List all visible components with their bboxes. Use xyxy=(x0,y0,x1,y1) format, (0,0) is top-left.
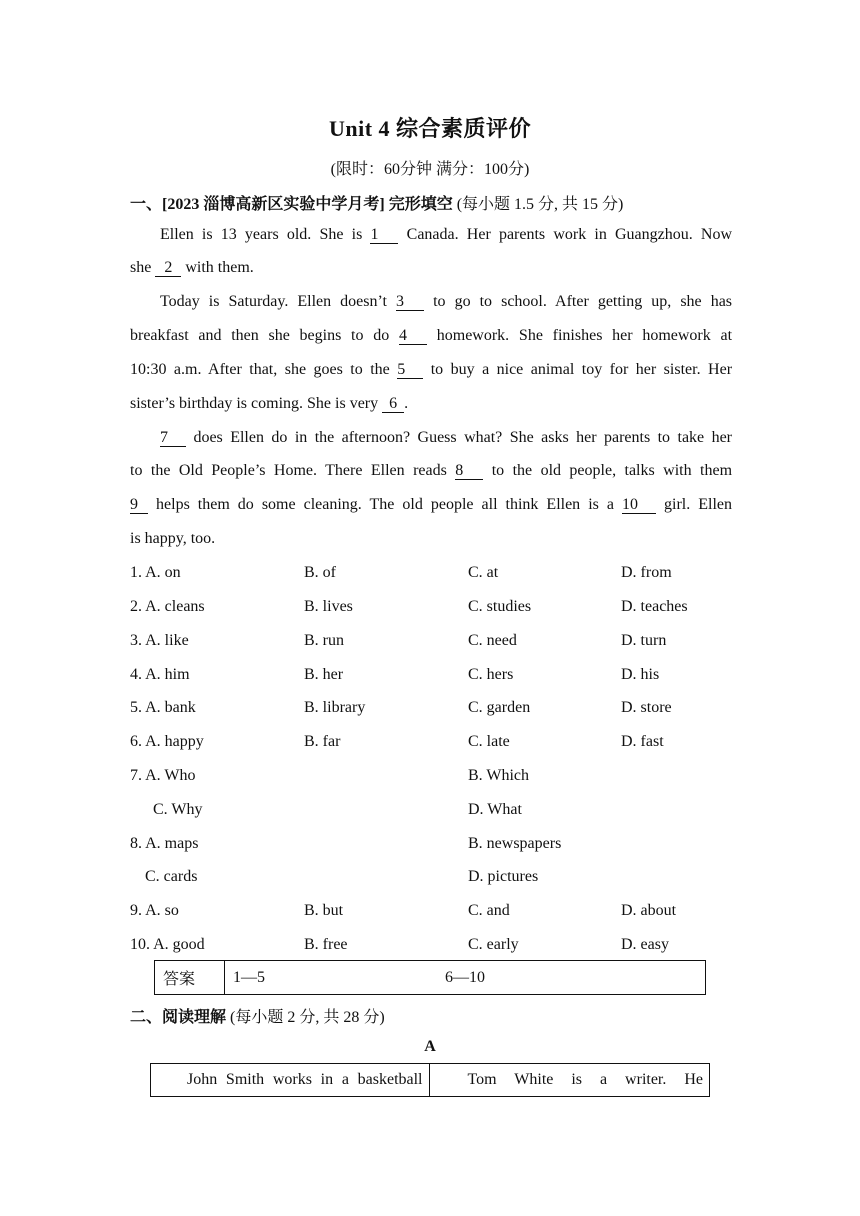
blank-7: 7 xyxy=(160,430,186,447)
answer-table xyxy=(154,960,706,995)
blank-1: 1 xyxy=(370,227,398,244)
option-4b: B. her xyxy=(304,666,344,683)
blank-4: 4 xyxy=(399,328,427,345)
option-7a: 7. A. Who xyxy=(130,767,196,784)
option-10c: C. early xyxy=(468,936,519,953)
section1-heading xyxy=(130,191,623,214)
option-9b: B. but xyxy=(304,902,344,919)
option-8d: D. pictures xyxy=(468,868,539,885)
option-3d: D. turn xyxy=(621,632,667,649)
option-6a: 6. A. happy xyxy=(130,733,204,750)
passage-line xyxy=(130,226,732,244)
passage-line xyxy=(130,530,732,548)
section1-source: [2023 淄博高新区实验中学月考] xyxy=(162,196,385,213)
option-1a: 1. A. on xyxy=(130,564,181,581)
section2-name: 阅读理解 xyxy=(162,1009,227,1026)
option-5d: D. store xyxy=(621,699,672,716)
passage-a-label: A xyxy=(424,1038,436,1055)
option-3b: B. run xyxy=(304,632,344,649)
passage-text: 10:30 a.m. After that, she goes to the xyxy=(130,361,390,378)
option-7d: D. What xyxy=(468,801,522,818)
section1-scoring: (每小题 1.5 分, 共 15 分) xyxy=(456,196,624,213)
option-8c: C. cards xyxy=(145,868,198,885)
option-5c: C. garden xyxy=(468,699,531,716)
passage-text: breakfast and then she begins to do xyxy=(130,327,390,344)
section1-name: 完形填空 xyxy=(388,196,453,213)
option-10a: 10. A. good xyxy=(130,936,205,953)
passage-line xyxy=(130,395,732,413)
passage-a-col-left: John Smith works in a basketball xyxy=(187,1071,423,1088)
passage-line xyxy=(130,259,732,277)
blank-6: 6 xyxy=(382,396,404,413)
option-7b: B. Which xyxy=(468,767,530,784)
option-5a: 5. A. bank xyxy=(130,699,196,716)
passage-text: to the Old People’s Home. There Ellen reads xyxy=(130,462,447,479)
passage-text: to the old people, talks with them xyxy=(491,462,733,479)
option-2b: B. lives xyxy=(304,598,353,615)
answer-cell[interactable] xyxy=(225,961,706,995)
passage-text: . xyxy=(404,395,409,412)
passage-line xyxy=(130,429,732,447)
passage-a-table xyxy=(150,1063,710,1097)
passage-text: with them. xyxy=(185,259,254,276)
answer-row xyxy=(155,961,706,995)
option-10b: B. free xyxy=(304,936,348,953)
answer-label: 答案 xyxy=(155,961,225,995)
passage-text: does Ellen do in the afternoon? Guess what? She asks her parents to take her xyxy=(193,429,733,446)
blank-8: 8 xyxy=(455,463,483,480)
option-9c: C. and xyxy=(468,902,510,919)
passage-text: sister’s birthday is coming. She is very xyxy=(130,395,379,412)
passage-text: homework. She finishes her homework at xyxy=(436,327,733,344)
passage-line xyxy=(130,496,732,514)
blank-10: 10 xyxy=(622,497,656,514)
option-4c: C. hers xyxy=(468,666,514,683)
option-4a: 4. A. him xyxy=(130,666,190,683)
passage-text: Canada. Her parents work in Guangzhou. Now xyxy=(406,226,733,243)
passage-line xyxy=(130,327,732,345)
page-title: Unit 4 综合素质评价 xyxy=(328,116,532,141)
passage-text: to go to school. After getting up, she has xyxy=(433,293,733,310)
passage-line xyxy=(130,361,732,379)
section2-heading xyxy=(130,1004,385,1027)
option-5b: B. library xyxy=(304,699,366,716)
time-score-limit: (限时：60分钟 满分：100分) xyxy=(330,161,530,178)
option-1c: C. at xyxy=(468,564,499,581)
answer-range-1: 1—5 xyxy=(233,968,265,986)
passage-text: Today is Saturday. Ellen doesn’t xyxy=(160,293,387,310)
section1-prefix: 一、 xyxy=(130,196,163,213)
option-3a: 3. A. like xyxy=(130,632,189,649)
blank-5: 5 xyxy=(397,362,423,379)
blank-9: 9 xyxy=(130,497,148,514)
option-8b: B. newspapers xyxy=(468,835,562,852)
passage-text: she xyxy=(130,259,152,276)
option-7c: C. Why xyxy=(153,801,203,818)
passage-text: helps them do some cleaning. The old people all think Ellen is a xyxy=(156,496,614,513)
answer-range-2: 6—10 xyxy=(445,968,485,986)
passage-text: Ellen is 13 years old. She is xyxy=(160,226,363,243)
option-2a: 2. A. cleans xyxy=(130,598,205,615)
option-1d: D. from xyxy=(621,564,672,581)
option-10d: D. easy xyxy=(621,936,669,953)
passage-line xyxy=(130,293,732,311)
blank-3: 3 xyxy=(396,294,424,311)
option-2d: D. teaches xyxy=(621,598,688,615)
option-2c: C. studies xyxy=(468,598,532,615)
option-6b: B. far xyxy=(304,733,341,750)
passage-text: girl. Ellen xyxy=(664,496,733,513)
option-4d: D. his xyxy=(621,666,660,683)
option-1b: B. of xyxy=(304,564,336,581)
passage-a-col-right: Tom White is a writer. He xyxy=(429,1064,710,1096)
option-9d: D. about xyxy=(621,902,677,919)
option-3c: C. need xyxy=(468,632,517,649)
passage-line xyxy=(130,462,732,480)
option-8a: 8. A. maps xyxy=(130,835,199,852)
blank-2: 2 xyxy=(155,260,181,277)
option-9a: 9. A. so xyxy=(130,902,179,919)
section2-prefix: 二、 xyxy=(130,1009,163,1026)
option-6c: C. late xyxy=(468,733,510,750)
option-6d: D. fast xyxy=(621,733,664,750)
passage-text: is happy, too. xyxy=(130,530,216,547)
passage-text: to buy a nice animal toy for her sister. Her xyxy=(430,361,733,378)
section2-scoring: (每小题 2 分, 共 28 分) xyxy=(230,1009,385,1026)
